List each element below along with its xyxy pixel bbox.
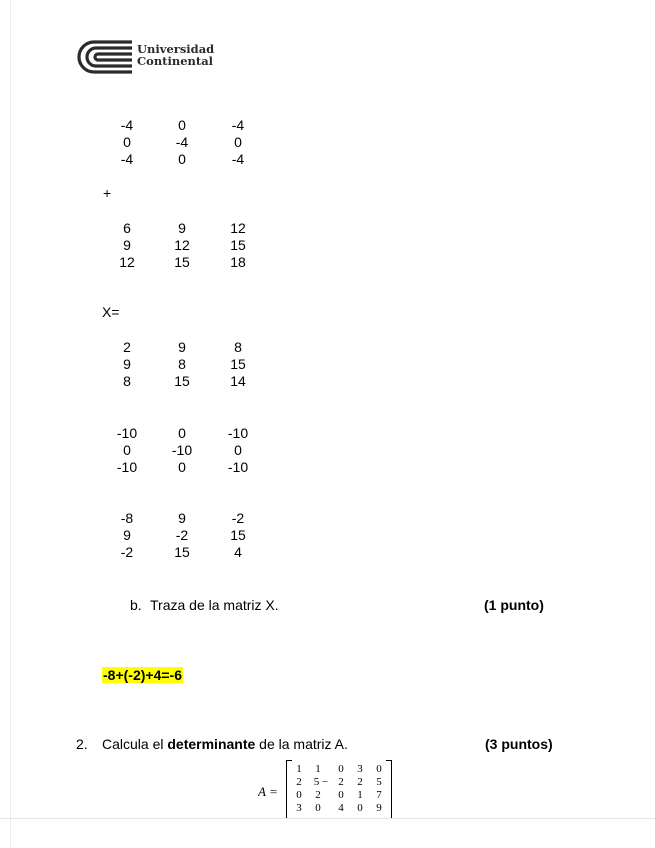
matrix-cell: 9 [123, 237, 131, 253]
matrix-cell: 9 [178, 339, 186, 355]
matrix-cell: -4 [120, 151, 134, 167]
answer-line [102, 667, 183, 684]
formula-cell: 1 [357, 789, 363, 801]
matrix-cell: 9 [178, 220, 186, 236]
university-logo [76, 40, 236, 74]
question-bold-word: determinante [167, 736, 256, 752]
matrix-cell: 15 [174, 254, 190, 270]
matrix-cell: 15 [230, 237, 246, 253]
matrix-cell: -4 [120, 117, 134, 133]
formula-cell: 0 [315, 802, 321, 814]
matrix-cell: 0 [178, 117, 186, 133]
matrix-cell: 12 [230, 220, 246, 236]
formula-cell: 0 [296, 789, 302, 801]
formula-cell: 0 [338, 763, 344, 775]
matrix-cell: -4 [231, 151, 245, 167]
matrix-cell: -10 [116, 425, 138, 441]
matrix-cell: -10 [116, 459, 138, 475]
matrix-cell: -2 [175, 527, 189, 543]
formula-cell: 0 [338, 789, 344, 801]
formula-label: A = [258, 784, 278, 799]
logo-line-1: Universidad [137, 42, 215, 56]
determinant-formula [258, 760, 398, 818]
matrix-cell: -8 [120, 510, 134, 526]
matrix-cell: 0 [234, 442, 242, 458]
matrix-cell: 9 [123, 527, 131, 543]
formula-cell: 7 [376, 789, 382, 801]
matrix-cell: -2 [231, 510, 245, 526]
part-b-text: Traza de la matriz X. [150, 597, 279, 613]
matrix-cell: 0 [234, 134, 242, 150]
formula-cell: 4 [338, 802, 344, 814]
matrix-cell: 15 [174, 544, 190, 560]
matrix-cell: 15 [230, 356, 246, 372]
matrix-cell: 0 [178, 425, 186, 441]
question-text [102, 736, 348, 753]
matrix-cell: 14 [230, 373, 246, 389]
formula-cell: 2 [357, 776, 363, 788]
matrix-cell: 9 [178, 510, 186, 526]
matrix-cell: 15 [174, 373, 190, 389]
page-break [0, 818, 655, 819]
matrix-cell: 15 [230, 527, 246, 543]
logo-line-2: Continental [137, 54, 214, 68]
matrix-cell: 0 [178, 151, 186, 167]
matrix-cell: -10 [171, 442, 193, 458]
question-suffix: de la matriz A. [255, 736, 348, 752]
formula-cell: 9 [376, 802, 382, 814]
matrix-cell: 9 [123, 356, 131, 372]
matrix-cell: 12 [119, 254, 135, 270]
matrix-cell: 0 [123, 134, 131, 150]
formula-cell: 0 [376, 763, 382, 775]
formula-cell: 1 [296, 763, 302, 775]
part-b-points: (1 punto) [484, 597, 544, 613]
matrix-cell: -4 [175, 134, 189, 150]
formula-cell: 0 [357, 802, 363, 814]
matrix-cell: 8 [234, 339, 242, 355]
formula-cell: 1 [315, 763, 321, 775]
matrix-cell: 6 [123, 220, 131, 236]
formula-cell: 5 [376, 776, 382, 788]
question-number: 2. [76, 736, 88, 752]
matrix-cell: 0 [123, 442, 131, 458]
right-bracket [386, 760, 392, 818]
logo-emblem-icon [76, 40, 134, 74]
matrix-cell: 8 [123, 373, 131, 389]
formula-cell: 3 [296, 802, 302, 814]
formula-cell: 2 [338, 776, 344, 788]
plus-sign: + [103, 185, 112, 201]
part-b-marker: b. [130, 597, 142, 613]
matrix-cell: -4 [231, 117, 245, 133]
matrix-cell: 12 [174, 237, 190, 253]
matrix-cell: 8 [178, 356, 186, 372]
formula-cell: 2 [296, 776, 302, 788]
matrix-cell: -10 [227, 459, 249, 475]
question-prefix: Calcula el [102, 736, 168, 752]
formula-cell: 3 [357, 763, 363, 775]
matrix-cell: 4 [234, 544, 242, 560]
matrix-cell: -10 [227, 425, 249, 441]
question-points: (3 puntos) [485, 736, 553, 752]
x-label: X= [102, 304, 120, 320]
matrix-cell: 2 [123, 339, 131, 355]
formula-cell: 2 [315, 789, 321, 801]
highlighted-answer: -8+(-2)+4=-6 [103, 667, 182, 683]
page-edge [10, 0, 11, 848]
matrix-cell: -2 [120, 544, 134, 560]
matrix-cell: 0 [178, 459, 186, 475]
formula-cell: 5 − [313, 776, 329, 788]
matrix-cell: 18 [230, 254, 246, 270]
